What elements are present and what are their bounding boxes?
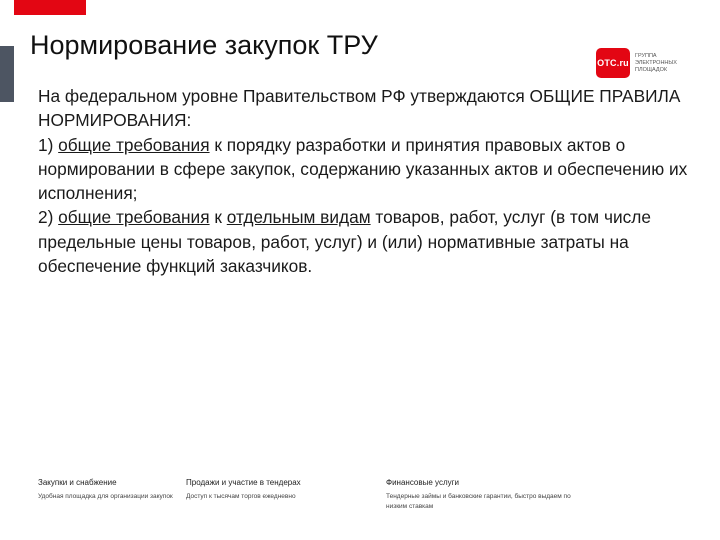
side-accent-bar	[0, 46, 14, 102]
slide-title: Нормирование закупок ТРУ	[30, 30, 378, 60]
item-2-text: товаров, работ, услуг (в том числе предельные цены товаров, работ, услуг) и (или) нормативные затраты на обеспечение функций заказчиков.	[38, 207, 651, 277]
item-1-text: к порядку разработки и принятия правовых актов о нормировании в сфере закупок, содержанию указанных актов и обеспечению их исполнения;	[38, 134, 688, 204]
item-1-link[interactable]: общие требования	[58, 134, 210, 155]
footer-column-finance	[386, 478, 576, 511]
top-accent-bar	[14, 0, 86, 15]
footer-column-procurement	[38, 478, 178, 511]
slide-body	[38, 84, 688, 278]
ots-logo	[596, 48, 684, 78]
intro-paragraph: На федеральном уровне Правительством РФ утверждаются ОБЩИЕ ПРАВИЛА НОРМИРОВАНИЯ:	[38, 86, 681, 131]
footer-description: Доступ к тысячам торгов ежедневно	[186, 493, 296, 500]
footer	[38, 478, 678, 511]
list-item-1	[38, 133, 688, 206]
footer-heading: Финансовые услуги	[386, 478, 460, 487]
footer-column-sales	[186, 478, 378, 511]
logo-line-3: ПЛОЩАДОК	[635, 66, 668, 73]
list-item-2	[38, 205, 688, 278]
footer-description: Удобная площадка для организации закупок	[38, 493, 173, 500]
footer-description: Тендерные займы и банковские гарантии, быстро выдаем по низким ставкам	[386, 493, 571, 510]
item-2-connector: к	[209, 207, 227, 228]
item-1-number: 1)	[38, 134, 59, 155]
footer-heading: Продажи и участие в тендерах	[186, 478, 301, 487]
logo-mark-icon: ОТС.ru	[596, 48, 630, 78]
item-2-number: 2)	[38, 207, 59, 228]
item-2-link-general[interactable]: общие требования	[58, 207, 210, 228]
logo-line-1: ГРУППА	[635, 52, 657, 59]
logo-line-2: ЭЛЕКТРОННЫХ	[635, 59, 677, 66]
item-2-link-types[interactable]: отдельным видам	[226, 207, 371, 228]
footer-heading: Закупки и снабжение	[38, 478, 117, 487]
logo-wordmark	[635, 53, 677, 74]
